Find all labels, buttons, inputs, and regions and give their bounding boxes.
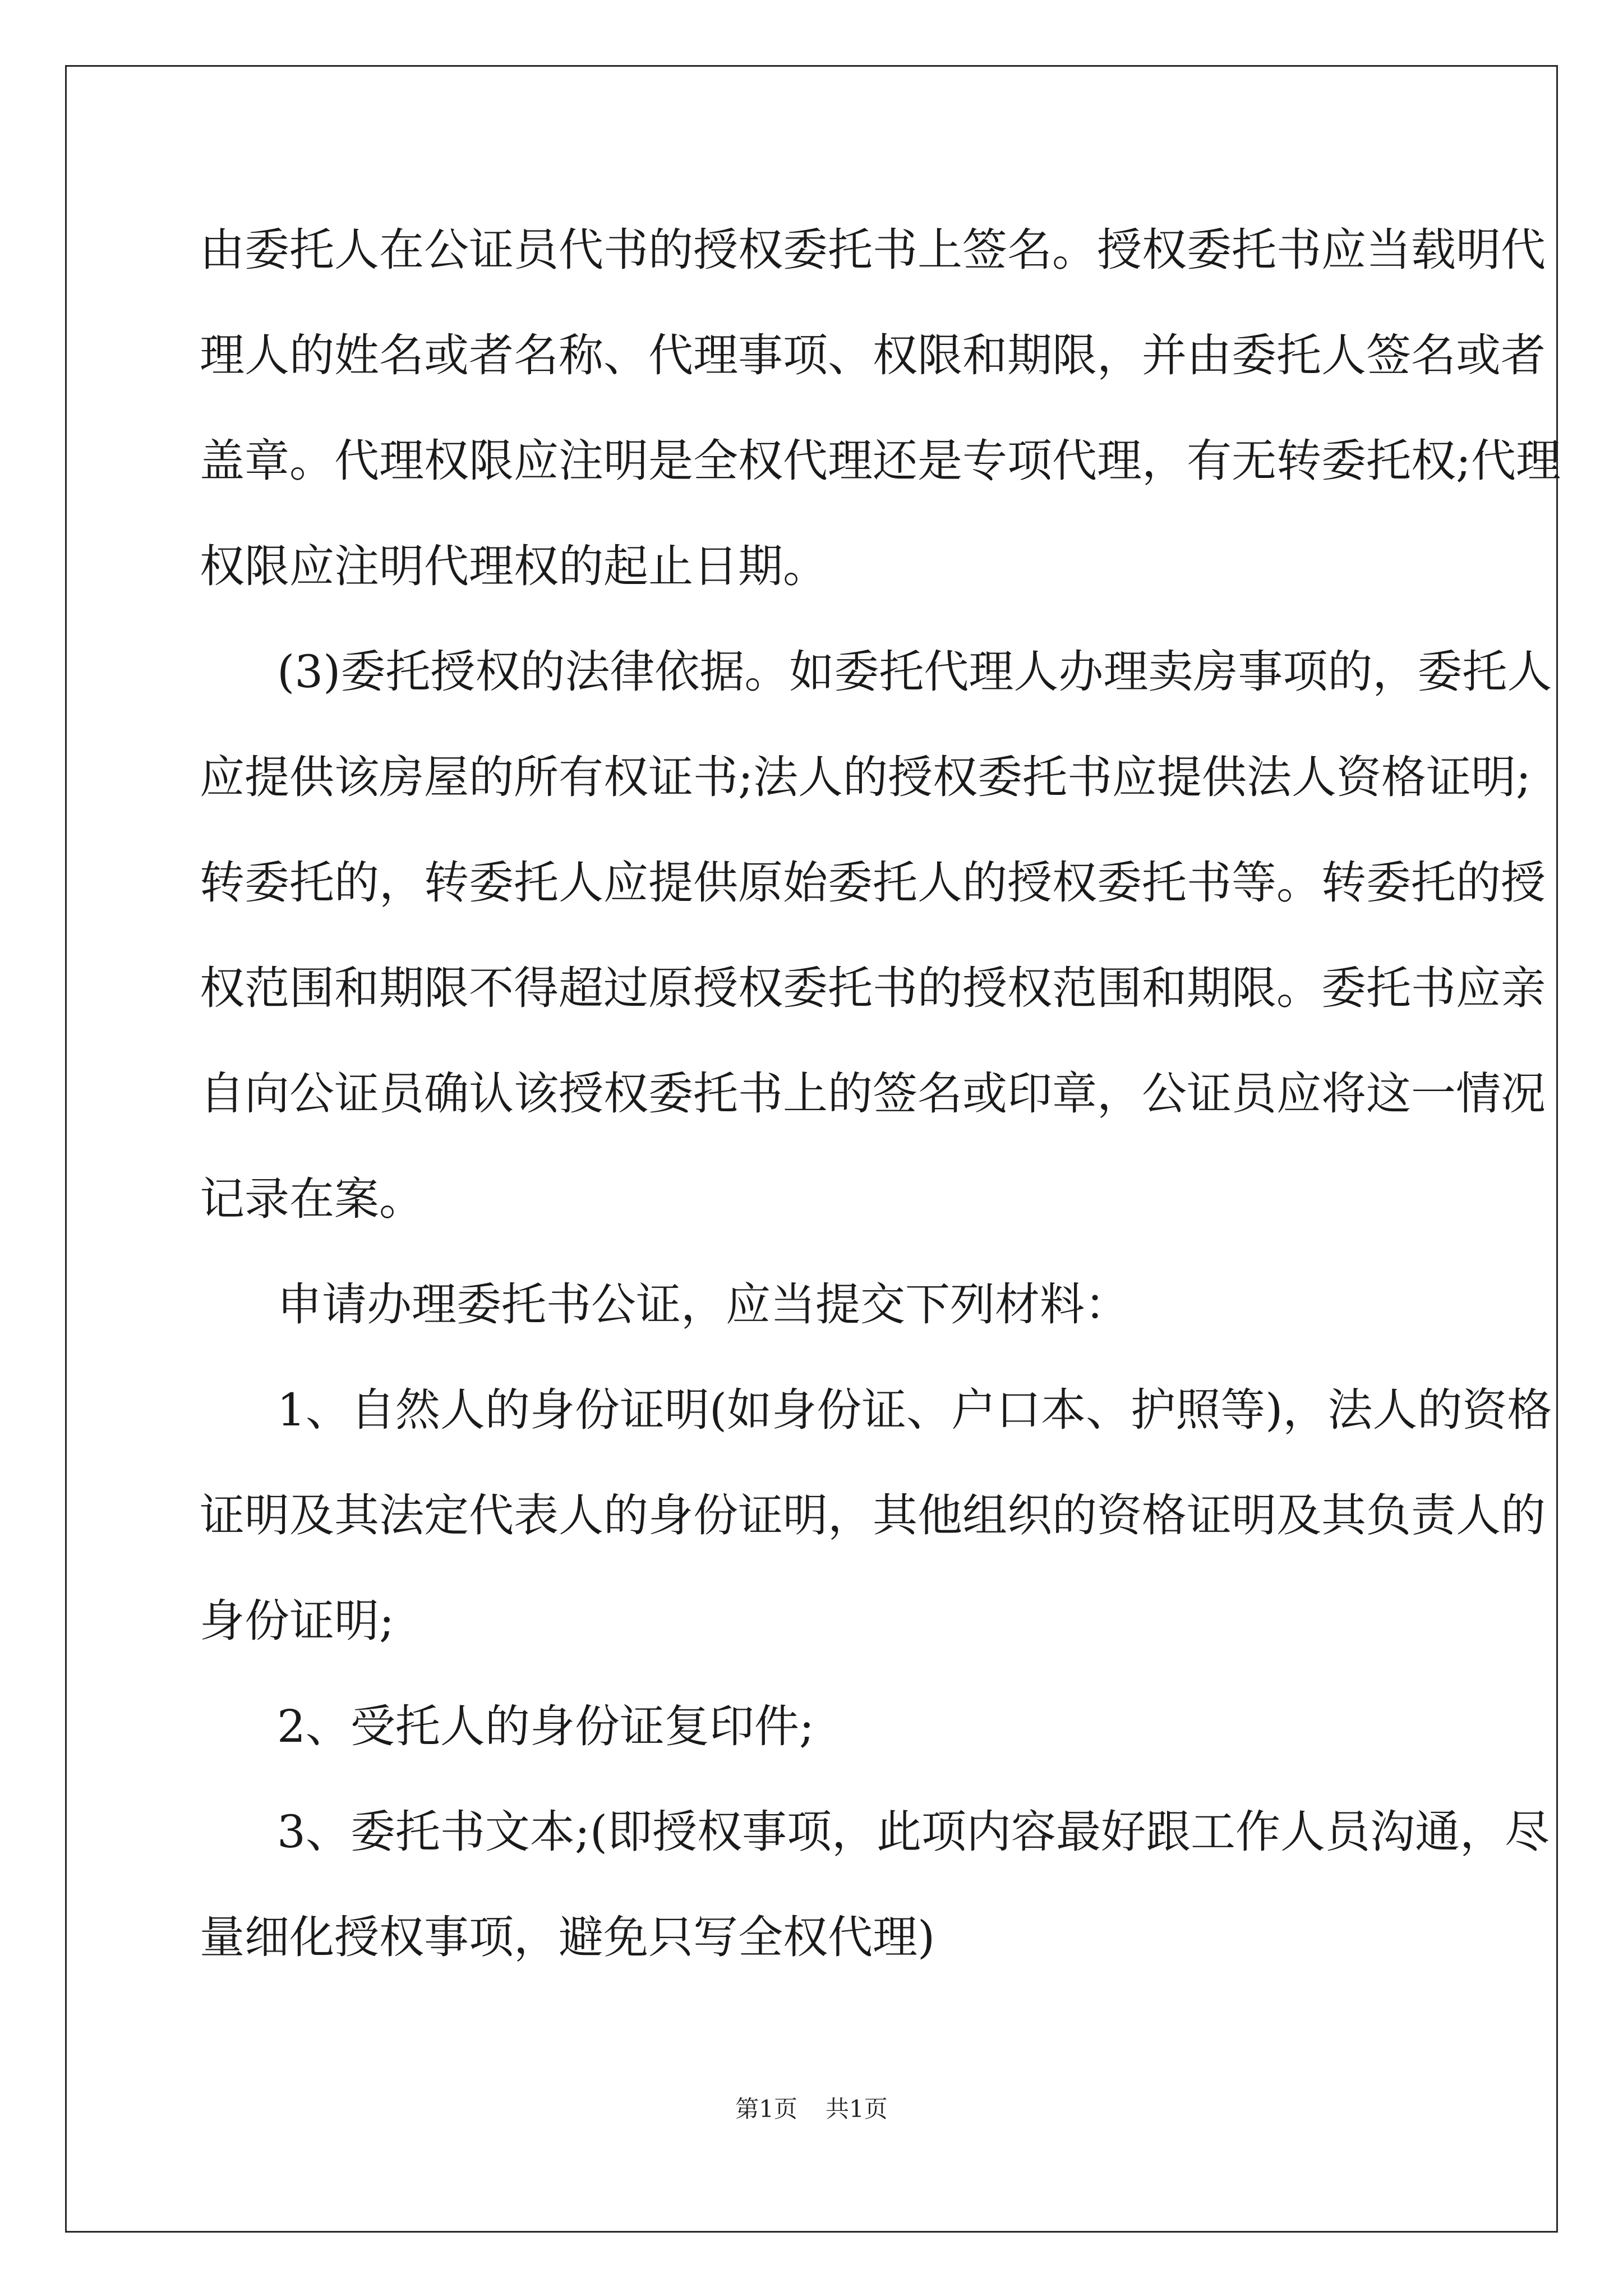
paragraph-line: 记录在案。 [200, 1173, 424, 1225]
paragraph-line: 3、委托书文本;(即授权事项，此项内容最好跟工作人员沟通，尽 [277, 1806, 1550, 1858]
paragraph-line: 应提供该房屋的所有权证书;法人的授权委托书应提供法人资格证明; [200, 751, 1531, 803]
paragraph-line: 自向公证员确认该授权委托书上的签名或印章，公证员应将这一情况 [200, 1068, 1546, 1120]
paragraph-line: 1、自然人的身份证明(如身份证、户口本、护照等)，法人的资格 [277, 1384, 1552, 1436]
paragraph-line: (3)委托授权的法律依据。如委托代理人办理卖房事项的，委托人 [277, 646, 1552, 698]
paragraph-line: 权范围和期限不得超过原授权委托书的授权范围和期限。委托书应亲 [200, 962, 1546, 1014]
paragraph-line: 身份证明; [200, 1595, 394, 1647]
paragraph-line: 量细化授权事项，避免只写全权代理) [200, 1911, 935, 1963]
paragraph-line: 证明及其法定代表人的身份证明，其他组织的资格证明及其负责人的 [200, 1489, 1546, 1542]
paragraph-line: 2、受托人的身份证复印件; [277, 1700, 814, 1752]
paragraph-line: 理人的姓名或者名称、代理事项、权限和期限，并由委托人签名或者 [200, 329, 1546, 381]
paragraph-line: 由委托人在公证员代书的授权委托书上签名。授权委托书应当载明代 [200, 224, 1546, 276]
page-footer [0, 2092, 1623, 2126]
paragraph-line: 转委托的，转委托人应提供原始委托人的授权委托书等。转委托的授 [200, 857, 1546, 909]
paragraph-line: 盖章。代理权限应注明是全权代理还是专项代理，有无转委托权;代理 [200, 435, 1561, 487]
page-number: 第1页 [735, 2095, 797, 2123]
paragraph-line: 权限应注明代理权的起止日期。 [200, 540, 828, 592]
page-total: 共1页 [826, 2095, 888, 2123]
paragraph-line: 申请办理委托书公证，应当提交下列材料： [277, 1278, 1129, 1331]
